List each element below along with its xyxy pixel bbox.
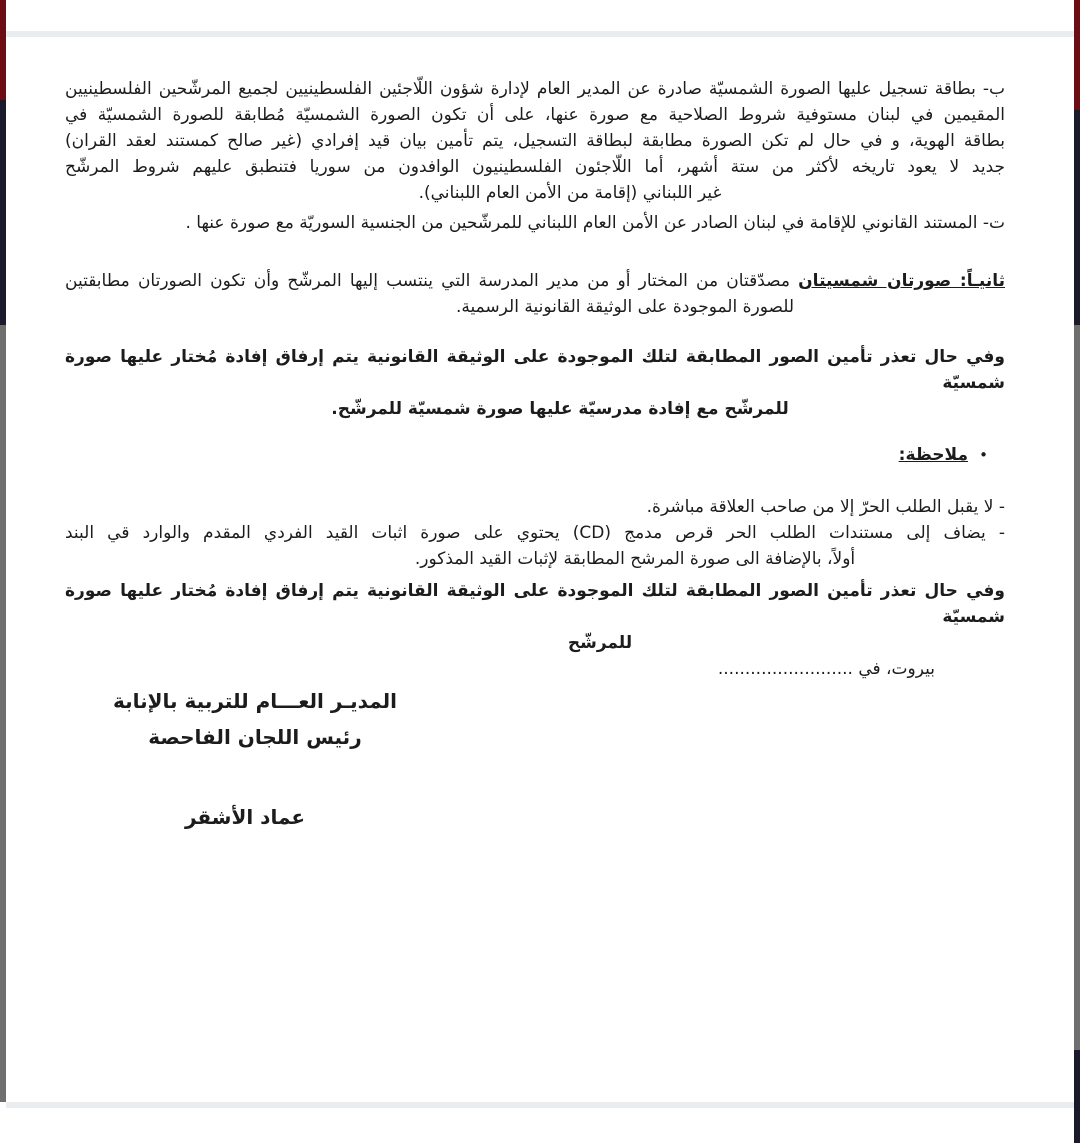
paragraph-line: وفي حال تعذر تأمين الصور المطابقة لتلك الموجودة على الوثيقة القانونية يتم إرفاق إفادة مُختار عليها صورة شمسيّة [65,347,1005,393]
second-clause-heading: ثانيـاً: صورتان شمسيتان [798,271,1005,291]
paragraph-line: ب- بطاقة تسجيل عليها الصورة الشمسيّة صادرة عن المدير العام لإدارة شؤون اللّاجئين الفلسطينيين لجميع المرشّحين الفلسطينيين [65,79,1005,99]
bottom-divider-line [6,1102,1074,1108]
date-place-line: بيروت، في ......................... [717,659,935,679]
second-clause [65,268,1005,320]
paragraph-line: المقيمين في لبنان مستوفية شروط الصلاحية مع صورة عنها، على أن تكون الصورة الشمسيّة مُطابقة للصورة الشمسيّة في [65,105,1005,125]
paragraph-item-b [65,76,1005,206]
signature-name: عماد الأشقر [184,805,306,829]
paragraph-line: للصورة الموجودة على الوثيقة القانونية الرسمية. [455,297,795,317]
paragraph-item-t: ت- المستند القانوني للإقامة في لبنان الصادر عن الأمن العام اللبناني للمرشّحين من الجنسية السوريّة مع صورة عنها . [185,213,1005,233]
paragraph-line [65,268,1005,294]
bullet-dot: • [979,446,988,464]
note-heading [65,442,968,468]
paragraph-line: وفي حال تعذر تأمين الصور المطابقة لتلك الموجودة على الوثيقة القانونية يتم إرفاق إفادة مُختار عليها صورة شمسيّة [65,581,1005,627]
note-item: - يضاف إلى مستندات الطلب الحر قرص مدمج (CD) يحتوي على صورة اثبات القيد الفردي المقدم والوارد قي البند [65,523,1006,543]
note-item: - لا يقبل الطلب الحرّ إلا من صاحب العلاقة مباشرة. [646,497,1005,517]
note-heading-label: ملاحظة: [898,445,968,465]
second-clause-rest: مصدّقتان من المختار أو من مدير المدرسة التي ينتسب إليها المرشّح وأن تكون الصورتان مطابقتين [65,271,799,291]
right-edge-artifact [1074,0,1080,1143]
signature-title-1: المديـر العـــام للتربية بالإنابة [113,689,397,713]
bold-note-1 [65,344,1005,422]
note-items [65,494,1005,572]
bold-note-2 [65,578,1005,656]
paragraph-line: بطاقة الهوية، و في حال لم تكن الصورة مطابقة لبطاقة التسجيل، يتم تأمين بيان قيد إفرادي (غير صالح كمستند لعقد القران) [65,131,1005,151]
signature-title-2: رئيس اللجان الفاحصة [148,725,362,749]
paragraph-line: للمرشّح [567,633,633,653]
note-item-continuation: أولاً، بالإضافة الى صورة المرشح المطابقة لإثبات القيد المذكور. [414,549,856,569]
paragraph-line: جديد لا يعود تاريخه لأكثر من ستة أشهر، أما اللّاجئون الفلسطينيون الوافدون من سوريا فتنطبق عليهم شروط المرشّح [65,157,1005,177]
left-edge-artifact [0,0,6,1143]
paragraph-line: غير اللبناني (إقامة من الأمن العام اللبناني). [418,183,722,203]
top-divider-line [6,31,1074,37]
paragraph-line: للمرشّح مع إفادة مدرسيّة عليها صورة شمسيّة للمرشّح. [331,399,789,419]
